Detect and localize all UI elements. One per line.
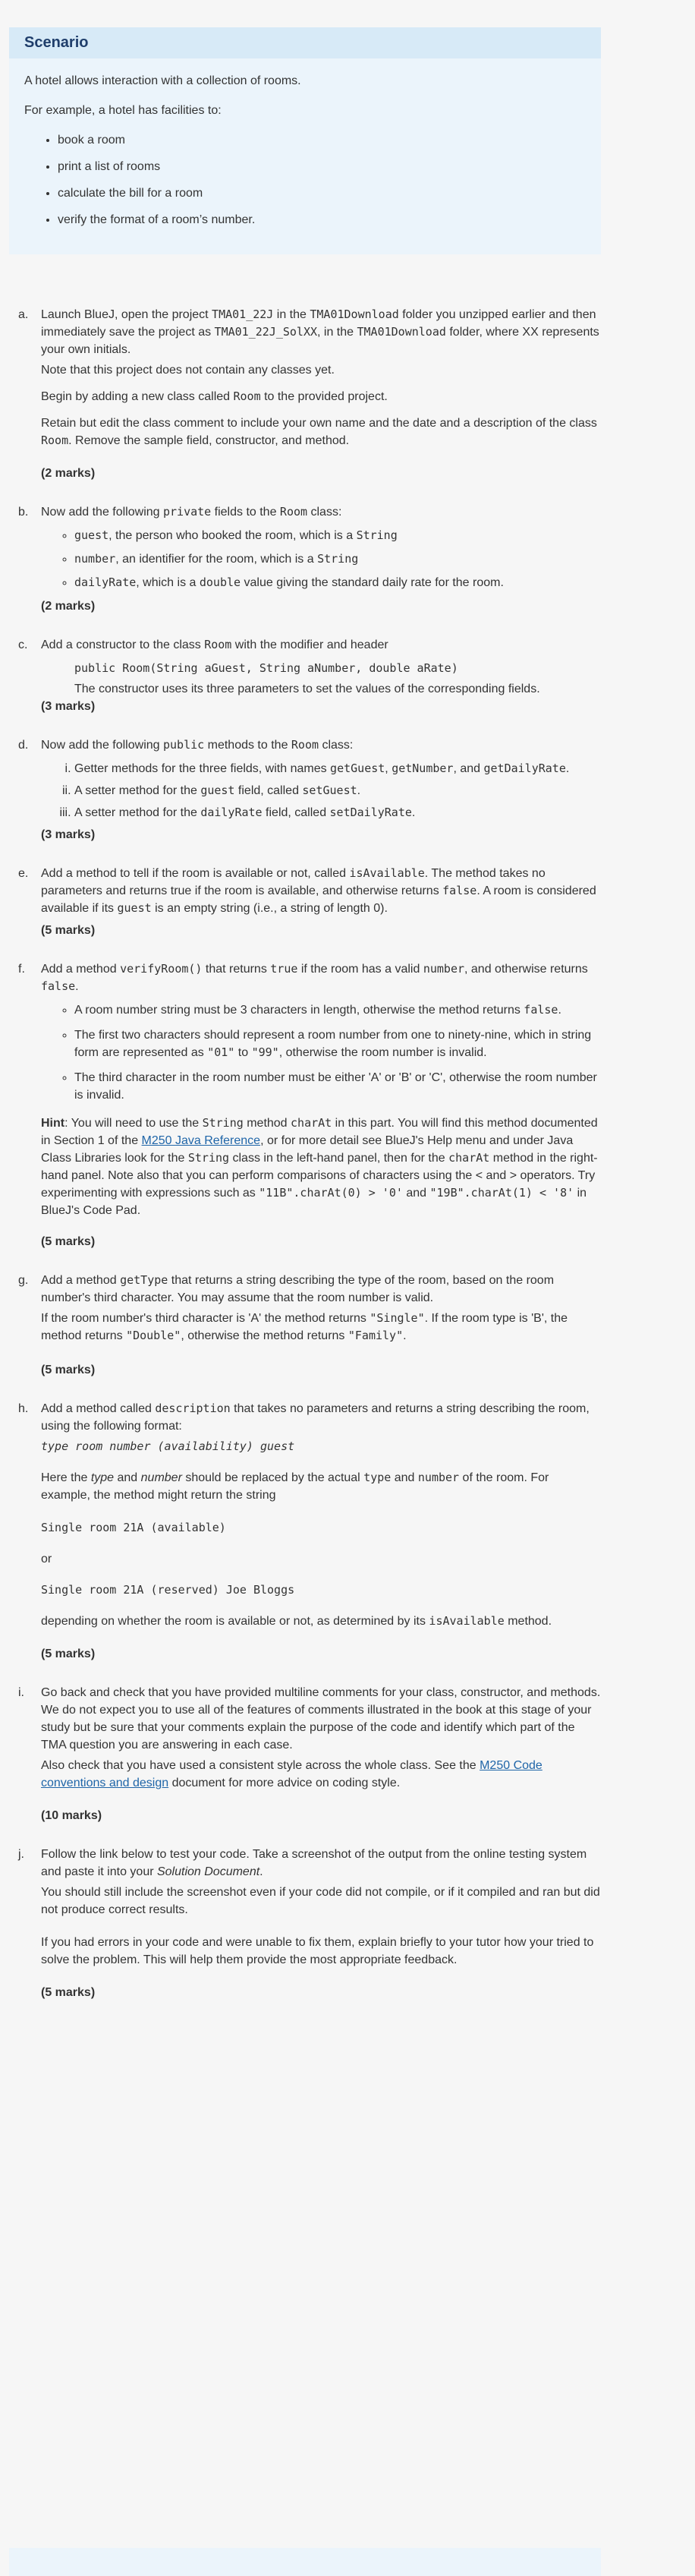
or-text: or bbox=[41, 1553, 52, 1565]
task-e bbox=[18, 865, 601, 939]
task-label: e. bbox=[18, 867, 29, 880]
task-marks: (2 marks) bbox=[41, 467, 96, 480]
java-reference-link[interactable]: M250 Java Reference bbox=[141, 1134, 261, 1147]
method-list bbox=[41, 760, 601, 821]
rule-list bbox=[41, 1001, 601, 1104]
scenario-box bbox=[9, 27, 601, 254]
task-b-instructions: Now add the following private fields to the Room class: bbox=[41, 505, 342, 519]
scenario-item: • calculate the bill for a room bbox=[58, 184, 586, 202]
task-h bbox=[18, 1400, 601, 1663]
scenario-item: • print a list of rooms bbox=[58, 158, 586, 175]
task-label: d. bbox=[18, 739, 29, 752]
task-j-include: You should still include the screenshot even if your code did not compile, or if it compiled and ran but did not produce correct results. bbox=[41, 1886, 600, 1916]
task-c bbox=[18, 636, 601, 715]
task-label: j. bbox=[18, 1848, 24, 1861]
task-label: a. bbox=[18, 308, 29, 321]
method-item: ii. A setter method for the guest field, called setGuest. bbox=[74, 782, 601, 799]
task-f bbox=[18, 960, 601, 1250]
task-a bbox=[18, 306, 601, 482]
signature-description: The constructor uses its three parameters to set the values of the corresponding fields. bbox=[74, 683, 540, 695]
task-label: c. bbox=[18, 638, 28, 651]
next-section-box bbox=[9, 2548, 601, 2576]
task-d bbox=[18, 736, 601, 843]
task-marks: (2 marks) bbox=[41, 600, 96, 613]
task-label: h. bbox=[18, 1402, 29, 1415]
task-j-errors: If you had errors in your code and were unable to fix them, explain briefly to your tutor how your tried to solve the problem. This will help them provide the most appropriate feedback. bbox=[41, 1936, 594, 1966]
scenario-list bbox=[24, 131, 586, 229]
description-format: type room number (availability) guest bbox=[41, 1439, 295, 1453]
task-g bbox=[18, 1272, 601, 1379]
example-output: Single room 21A (available) bbox=[41, 1521, 226, 1534]
rule-item: ◦ The third character in the room number must be either 'A' or 'B' or 'C', otherwise the room number is invalid. bbox=[74, 1069, 601, 1104]
code-conventions-link[interactable]: M250 Code conventions and design bbox=[41, 1759, 542, 1789]
task-marks: (3 marks) bbox=[41, 700, 96, 713]
hint-paragraph: Hint: You will need to use the String method charAt in this part. You will find this method documented in Section 1 of the M250 Java Reference, or for more detail see BlueJ's Help menu and under Java Class Libraries look for the String class in the left-hand panel, then for the charAt method in the right-hand panel. Note also that you can perform comparisons of characters using the < and > operators. Try experimenting with expressions such as "11B".charAt(0) > '0' and "19B".charAt(1) < '8' in BlueJ's Code Pad. bbox=[41, 1116, 598, 1217]
scenario-intro: A hotel allows interaction with a collection of rooms. bbox=[24, 74, 301, 87]
rule-item: ◦ A room number string must be 3 characters in length, otherwise the method returns false. bbox=[74, 1001, 601, 1019]
task-b bbox=[18, 503, 601, 615]
task-g-rules: If the room number's third character is 'A' the method returns "Single". If the room type is 'B', the method returns "Double", otherwise the method returns "Family". bbox=[41, 1311, 568, 1342]
field-item: ◦ number, an identifier for the room, which is a String bbox=[74, 550, 601, 568]
task-i-style: Also check that you have used a consistent style across the whole class. See the M250 Code conventions and design document for more advice on coding style. bbox=[41, 1759, 542, 1789]
task-marks: (5 marks) bbox=[41, 1235, 96, 1248]
rule-item: ◦ The first two characters should represent a room number from one to ninety-nine, which in string form are represented as "01" to "99", otherwise the room number is invalid. bbox=[74, 1026, 601, 1061]
task-marks: (5 marks) bbox=[41, 1364, 96, 1376]
task-marks: (3 marks) bbox=[41, 828, 96, 841]
scenario-lead: For example, a hotel has facilities to: bbox=[24, 104, 222, 117]
task-j-screenshot: Follow the link below to test your code. Take a screenshot of the output from the online testing system and paste it into your Solution Document. bbox=[41, 1848, 587, 1878]
task-list bbox=[18, 306, 601, 2023]
task-i bbox=[18, 1684, 601, 1824]
task-marks: (5 marks) bbox=[41, 924, 96, 937]
task-a-comment: Retain but edit the class comment to include your own name and the date and a description of the class Room. Remove the sample field, constructor, and method. bbox=[41, 417, 597, 447]
task-d-instructions: Now add the following public methods to the Room class: bbox=[41, 738, 354, 752]
field-item: ◦ dailyRate, which is a double value giving the standard daily rate for the room. bbox=[74, 574, 601, 591]
method-item: i. Getter methods for the three fields, with names getGuest, getNumber, and getDailyRate. bbox=[74, 760, 601, 777]
field-list bbox=[41, 527, 601, 591]
task-g-instructions: Add a method getType that returns a string describing the type of the room, based on the room number's third character. You may assume that the room number is valid. bbox=[41, 1273, 555, 1304]
task-e-instructions: Add a method to tell if the room is available or not, called isAvailable. The method takes no parameters and returns true if the room is available, and otherwise returns false. A room is considered available if its guest is an empty string (i.e., a string of length 0). bbox=[41, 866, 596, 915]
scenario-title: Scenario bbox=[9, 27, 601, 58]
task-a-step: Begin by adding a new class called Room to the provided project. bbox=[41, 389, 388, 403]
task-marks: (10 marks) bbox=[41, 1809, 102, 1822]
task-f-instructions: Add a method verifyRoom() that returns true if the room has a valid number, and otherwise returns false. bbox=[41, 962, 588, 993]
constructor-signature bbox=[74, 660, 601, 698]
field-item: ◦ guest, the person who booked the room, which is a String bbox=[74, 527, 601, 544]
task-i-comments: Go back and check that you have provided multiline comments for your class, constructor, and methods. We do not expect you to use all of the features of comments illustrated in the book at this stage of your study but be sure that your comments explain the purpose of the code and identify which part of the TMA question you are answering in each case. bbox=[41, 1686, 601, 1751]
task-h-explanation: Here the type and number should be replaced by the actual type and number of the room. For example, the method might return the string bbox=[41, 1471, 549, 1502]
example-output: Single room 21A (reserved) Joe Bloggs bbox=[41, 1583, 295, 1597]
signature-code: public Room(String aGuest, String aNumber, double aRate) bbox=[74, 661, 458, 675]
task-marks: (5 marks) bbox=[41, 1647, 96, 1660]
task-a-note: Note that this project does not contain any classes yet. bbox=[41, 364, 335, 377]
task-j bbox=[18, 1846, 601, 2001]
method-item: iii. A setter method for the dailyRate field, called setDailyRate. bbox=[74, 804, 601, 821]
task-h-availability: depending on whether the room is available or not, as determined by its isAvailable method. bbox=[41, 1614, 552, 1628]
task-marks: (5 marks) bbox=[41, 1986, 96, 1999]
task-c-instructions: Add a constructor to the class Room with the modifier and header bbox=[41, 638, 388, 651]
task-label: b. bbox=[18, 506, 29, 519]
scenario-item: • verify the format of a room’s number. bbox=[58, 211, 586, 229]
task-label: f. bbox=[18, 963, 25, 976]
scenario-item: • book a room bbox=[58, 131, 586, 149]
task-a-instructions: Launch BlueJ, open the project TMA01_22J in the TMA01Download folder you unzipped earlier and then immediately save the project as TMA01_22J_SolXX, in the TMA01Download folder, where XX represents your own initials. bbox=[41, 307, 599, 356]
task-label: g. bbox=[18, 1274, 29, 1287]
task-label: i. bbox=[18, 1686, 24, 1699]
task-h-instructions: Add a method called description that takes no parameters and returns a string describing the room, using the following format: bbox=[41, 1402, 590, 1433]
